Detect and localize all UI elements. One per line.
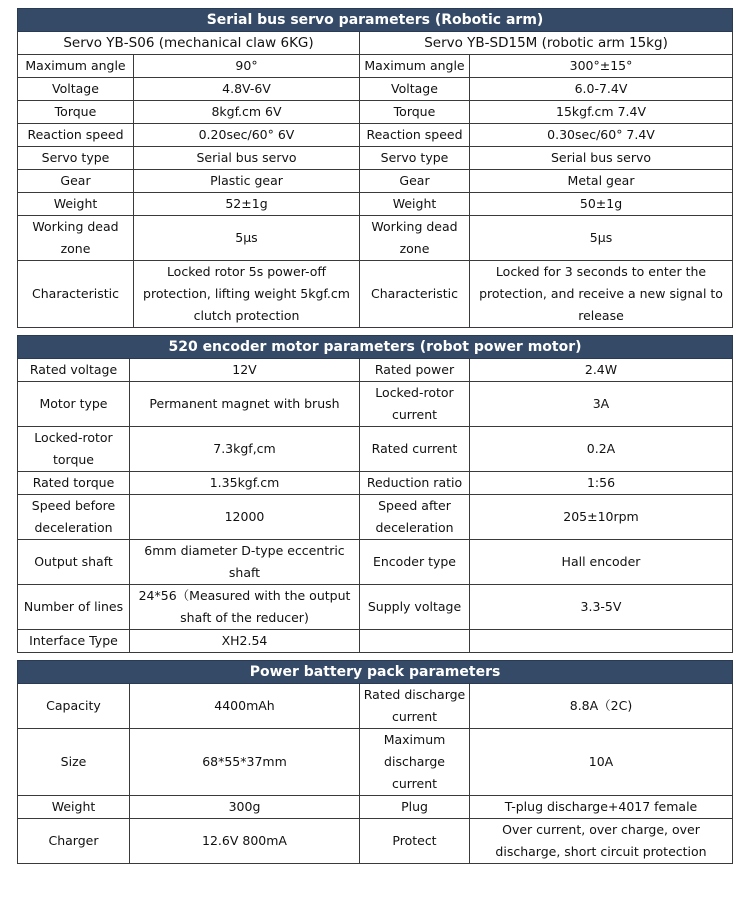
- row-label: Output shaft: [18, 540, 130, 585]
- table-row: [18, 193, 733, 216]
- row-value: 15kgf.cm 7.4V: [470, 101, 733, 124]
- motor-parameters-table: [17, 335, 733, 653]
- row-label: Number of lines: [18, 585, 130, 630]
- row-value: XH2.54: [130, 630, 360, 653]
- row-label: Weight: [18, 193, 134, 216]
- row-value: 300g: [130, 796, 360, 819]
- row-value: 1.35kgf.cm: [130, 472, 360, 495]
- row-value: 90°: [134, 55, 360, 78]
- motor-table-title: 520 encoder motor parameters (robot power motor): [18, 336, 733, 359]
- row-value: 50±1g: [470, 193, 733, 216]
- row-value: 4400mAh: [130, 684, 360, 729]
- row-label: Encoder type: [360, 540, 470, 585]
- row-label: Size: [18, 729, 130, 796]
- table-row: [18, 147, 733, 170]
- row-label: Gear: [360, 170, 470, 193]
- table-row: [18, 427, 733, 472]
- row-label: Torque: [360, 101, 470, 124]
- row-label: Weight: [360, 193, 470, 216]
- row-value: Serial bus servo: [134, 147, 360, 170]
- row-value: 8kgf.cm 6V: [134, 101, 360, 124]
- row-label: Protect: [360, 819, 470, 864]
- table-row: [18, 382, 733, 427]
- row-label: Motor type: [18, 382, 130, 427]
- row-value: [470, 630, 733, 653]
- servo-parameters-table: [17, 8, 733, 328]
- row-value: 10A: [470, 729, 733, 796]
- row-value: Over current, over charge, over discharge, short circuit protection: [470, 819, 733, 864]
- row-label: Servo type: [360, 147, 470, 170]
- table-row: [18, 78, 733, 101]
- row-value: 1:56: [470, 472, 733, 495]
- row-value: T-plug discharge+4017 female: [470, 796, 733, 819]
- battery-table-title: Power battery pack parameters: [18, 661, 733, 684]
- servo-left-header: Servo YB-S06 (mechanical claw 6KG): [18, 32, 360, 55]
- row-value: 12.6V 800mA: [130, 819, 360, 864]
- table-row: [18, 796, 733, 819]
- table-row: [18, 170, 733, 193]
- row-label: Reaction speed: [18, 124, 134, 147]
- battery-parameters-table: [17, 660, 733, 864]
- table-row: [18, 585, 733, 630]
- row-label: [360, 630, 470, 653]
- row-label: Torque: [18, 101, 134, 124]
- row-label: Maximum angle: [18, 55, 134, 78]
- row-label: Rated power: [360, 359, 470, 382]
- row-label: Supply voltage: [360, 585, 470, 630]
- row-value: 300°±15°: [470, 55, 733, 78]
- row-value: 24*56（Measured with the output shaft of the reducer): [130, 585, 360, 630]
- table-row: [18, 359, 733, 382]
- row-label: Reduction ratio: [360, 472, 470, 495]
- table-row: [18, 729, 733, 796]
- row-value: 3A: [470, 382, 733, 427]
- table-row: [18, 55, 733, 78]
- row-value: 205±10rpm: [470, 495, 733, 540]
- row-value: 7.3kgf,cm: [130, 427, 360, 472]
- row-value: Serial bus servo: [470, 147, 733, 170]
- row-label: Rated discharge current: [360, 684, 470, 729]
- row-label: Capacity: [18, 684, 130, 729]
- table-row: [18, 101, 733, 124]
- row-value: Metal gear: [470, 170, 733, 193]
- row-label: Servo type: [18, 147, 134, 170]
- row-value: 8.8A（2C): [470, 684, 733, 729]
- row-label: Characteristic: [360, 261, 470, 328]
- table-row: [18, 216, 733, 261]
- row-label: Plug: [360, 796, 470, 819]
- row-label: Rated voltage: [18, 359, 130, 382]
- row-value: Permanent magnet with brush: [130, 382, 360, 427]
- row-label: Reaction speed: [360, 124, 470, 147]
- row-value: 5μs: [470, 216, 733, 261]
- row-label: Locked-rotor current: [360, 382, 470, 427]
- row-label: Speed before deceleration: [18, 495, 130, 540]
- table-row: [18, 495, 733, 540]
- row-label: Characteristic: [18, 261, 134, 328]
- row-value: Locked rotor 5s power-off protection, lifting weight 5kgf.cm clutch protection: [134, 261, 360, 328]
- row-label: Charger: [18, 819, 130, 864]
- table-row: [18, 684, 733, 729]
- row-label: Voltage: [360, 78, 470, 101]
- row-value: 0.20sec/60° 6V: [134, 124, 360, 147]
- servo-right-header: Servo YB-SD15M (robotic arm 15kg): [360, 32, 733, 55]
- table-row: [18, 472, 733, 495]
- table-row: [18, 124, 733, 147]
- row-value: Locked for 3 seconds to enter the protection, and receive a new signal to release: [470, 261, 733, 328]
- row-label: Voltage: [18, 78, 134, 101]
- row-label: Rated torque: [18, 472, 130, 495]
- row-value: 5μs: [134, 216, 360, 261]
- row-value: 6.0-7.4V: [470, 78, 733, 101]
- table-row: [18, 261, 733, 328]
- row-value: 52±1g: [134, 193, 360, 216]
- servo-table-title: Serial bus servo parameters (Robotic arm): [18, 9, 733, 32]
- row-value: 12000: [130, 495, 360, 540]
- table-row: [18, 819, 733, 864]
- row-value: 4.8V-6V: [134, 78, 360, 101]
- table-row: [18, 540, 733, 585]
- row-value: 3.3-5V: [470, 585, 733, 630]
- row-value: 2.4W: [470, 359, 733, 382]
- row-label: Interface Type: [18, 630, 130, 653]
- row-label: Speed after deceleration: [360, 495, 470, 540]
- table-row: [18, 630, 733, 653]
- row-label: Working dead zone: [360, 216, 470, 261]
- row-value: 0.2A: [470, 427, 733, 472]
- row-value: Plastic gear: [134, 170, 360, 193]
- row-value: 6mm diameter D-type eccentric shaft: [130, 540, 360, 585]
- row-value: 68*55*37mm: [130, 729, 360, 796]
- row-label: Working dead zone: [18, 216, 134, 261]
- row-value: 12V: [130, 359, 360, 382]
- row-label: Maximum discharge current: [360, 729, 470, 796]
- row-label: Rated current: [360, 427, 470, 472]
- row-label: Weight: [18, 796, 130, 819]
- row-value: 0.30sec/60° 7.4V: [470, 124, 733, 147]
- row-label: Maximum angle: [360, 55, 470, 78]
- row-value: Hall encoder: [470, 540, 733, 585]
- row-label: Gear: [18, 170, 134, 193]
- row-label: Locked-rotor torque: [18, 427, 130, 472]
